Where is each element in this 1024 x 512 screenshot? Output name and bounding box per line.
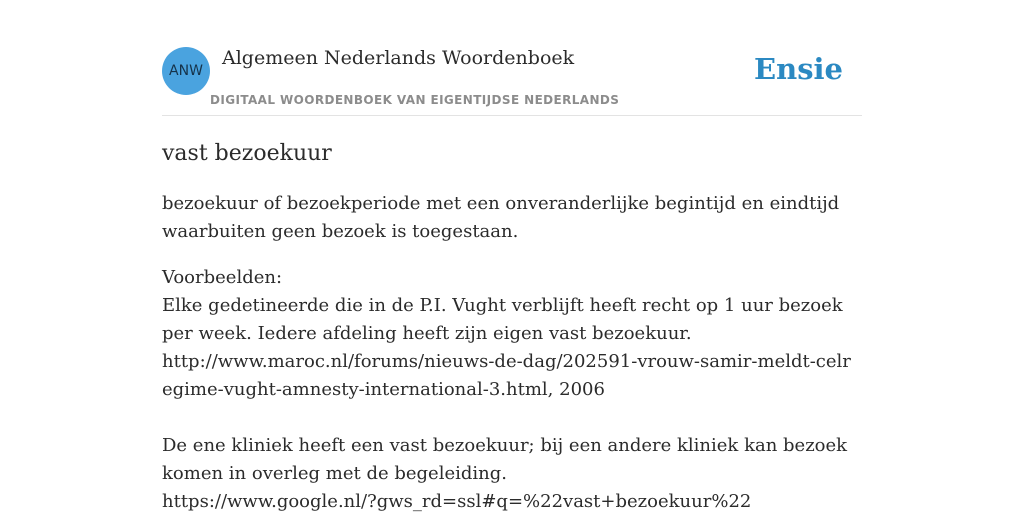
ensie-brand-logo[interactable]: Ensie xyxy=(754,52,843,86)
examples-label: Voorbeelden: xyxy=(162,267,283,288)
source-header xyxy=(162,46,862,116)
header-divider xyxy=(162,115,862,116)
example-text: De ene kliniek heeft een vast bezoekuur; bij een andere kliniek kan bezoek komen in overleg met de begeleiding. xyxy=(162,435,848,484)
source-subtitle: DIGITAAL WOORDENBOEK VAN EIGENTIJDSE NEDERLANDS xyxy=(210,93,620,107)
anw-logo[interactable]: ANW xyxy=(162,47,210,95)
example-source: http://www.maroc.nl/forums/nieuws-de-dag/202591-vrouw-samir-meldt-celregime-vught-amnesty-international-3.html, 2006 xyxy=(162,351,851,400)
source-title[interactable]: Algemeen Nederlands Woordenboek xyxy=(222,47,575,69)
example-text: Elke gedetineerde die in de P.I. Vught verblijft heeft recht op 1 uur bezoek per week. Iedere afdeling heeft zijn eigen vast bezoekuur. xyxy=(162,295,843,344)
entry-definition: bezoekuur of bezoekperiode met een onveranderlijke begintijd en eindtijd waarbuiten geen bezoek is toegestaan. xyxy=(162,193,840,242)
example-source: https://www.google.nl/?gws_rd=ssl#q=%22vast+bezoekuur%22 xyxy=(162,491,752,512)
entry-term: vast bezoekuur xyxy=(162,141,332,166)
entry-content xyxy=(162,138,852,512)
